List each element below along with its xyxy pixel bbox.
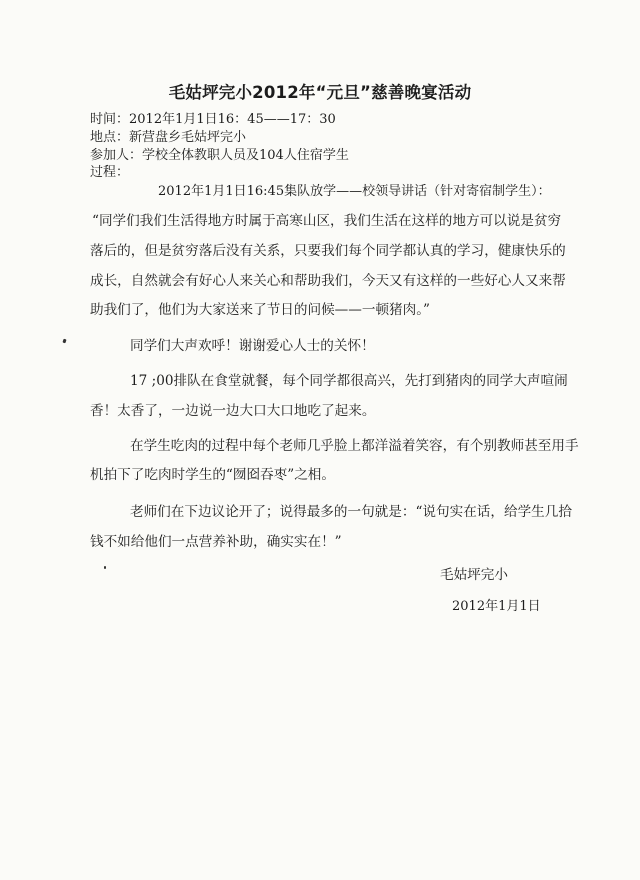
scan-speck [62, 339, 66, 344]
scan-speck [104, 566, 106, 569]
event-process-label: 过程： [90, 165, 130, 180]
paragraph-2-line-3: 成长，自然就会有好心人来关心和帮助我们，今天又有这样的一些好心人又来帮 [90, 273, 566, 289]
paragraph-2-line-4: 助我们了，他们为大家送来了节日的问候——一顿猪肉。” [90, 302, 430, 318]
paragraph-1-line-1: 2012年1月1日16:45集队放学——校领导讲话（针对寄宿制学生）： [158, 184, 551, 199]
event-time: 时间：2012年1月1日16：45——17：30 [90, 112, 336, 127]
document-title: 毛姑坪完小2012年“元旦”慈善晚宴活动 [168, 83, 472, 102]
paragraph-4-line-2: 香！太香了，一边说一边大口大口地吃了起来。 [90, 403, 376, 419]
signature-date: 2012年1月1日 [452, 599, 541, 614]
paragraph-2-line-2: 落后的，但是贫穷落后没有关系，只要我们每个同学都认真的学习，健康快乐的 [90, 243, 566, 259]
paragraph-3-line-1: 同学们大声欢呼！谢谢爱心人士的关怀！ [130, 338, 375, 354]
paragraph-6-line-2: 钱不如给他们一点营养补助，确实实在！” [90, 534, 342, 550]
paragraph-5-line-2: 机拍下了吃肉时学生的“囫囵吞枣”之相。 [90, 467, 335, 483]
signature-organization: 毛姑坪完小 [440, 567, 508, 583]
event-place: 地点：新营盘乡毛姑坪完小 [90, 130, 247, 145]
paragraph-6-line-1: 老师们在下边议论开了；说得最多的一句就是：“说句实在话，给学生几拾 [130, 504, 572, 520]
paragraph-5-line-1: 在学生吃肉的过程中每个老师几乎脸上都洋溢着笑容，有个别教师甚至用手 [130, 438, 579, 454]
paragraph-4-line-1: 17 ;00排队在食堂就餐，每个同学都很高兴，先打到猪肉的同学大声喧闹 [130, 373, 568, 389]
event-participants: 参加人：学校全体教职人员及104人住宿学生 [90, 148, 349, 163]
paragraph-2-line-1: “同学们我们生活得地方时属于高寒山区，我们生活在这样的地方可以说是贫穷 [92, 213, 562, 229]
